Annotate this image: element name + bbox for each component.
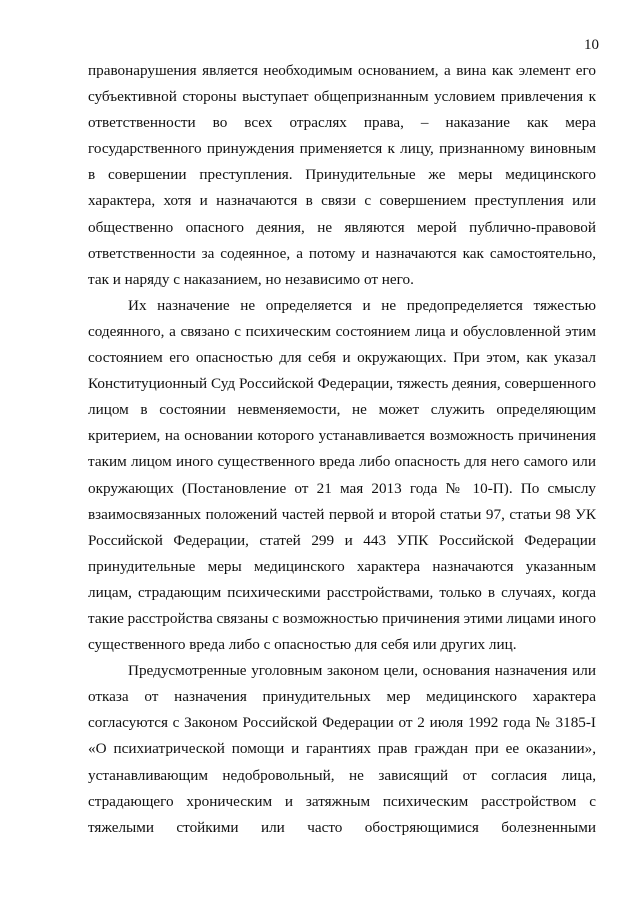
paragraph-law-goals: Предусмотренные уголовным законом цели, основания назначения или отказа от назначения принудительных мер медицинского характера согласуются с Законом Российской Федерации от 2 июля 1992 года № 3185-I «О психиатрической помощи и гарантиях прав граждан при ее оказании», устанавливающим недобровольный, не зависящий от согласия лица, страдающего хроническим и затяжным психическим расстройством с тяжелыми стойкими или часто обостряющимися болезненными (88, 662, 596, 836)
paragraph-compulsory-measures: Их назначение не определяется и не предопределяется тяжестью содеянного, а связано с психическим состоянием лица и обусловленной этим состоянием его опасностью для себя и окружающих. При этом, как указал Конституционный Суд Российской Федерации, тяжесть деяния, совершенного лицом в состоянии невменяемости, не может служить определяющим критерием, на основании которого устанавливается возможность причинения таким лицом иного существенного вреда либо опасность для него самого или окружающих (Постановление от 21 мая 2013 года № 10-П). По смыслу взаимосвязанных положений частей первой и второй статьи 97, статьи 98 УК Российской Федерации, статей 299 и 443 УПК Российской Федерации принудительные меры медицинского характера назначаются указанным лицам, страдающим психическими расстройствами, только в случаях, когда такие расстройства связаны с возможностью причинения этими лицами иного существенного вреда либо с опасностью для себя или других лиц. (88, 296, 596, 654)
paragraph-continuation: правонарушения является необходимым основанием, а вина как элемент его субъективной стороны выступает общепризнанным условием привлечения к ответственности во всех отраслях права, – наказание как мера государственного принуждения применяется к лицу, признанному виновным в совершении преступления. Принудительные же меры медицинского характера, хотя и назначаются в связи с совершением преступления или общественно опасного деяния, не являются мерой публично-правовой ответственности за содеянное, а потому и назначаются как самостоятельно, так и наряду с наказанием, но независимо от него. (88, 62, 596, 288)
document-body (88, 58, 596, 841)
page-number: 10 (584, 37, 599, 53)
